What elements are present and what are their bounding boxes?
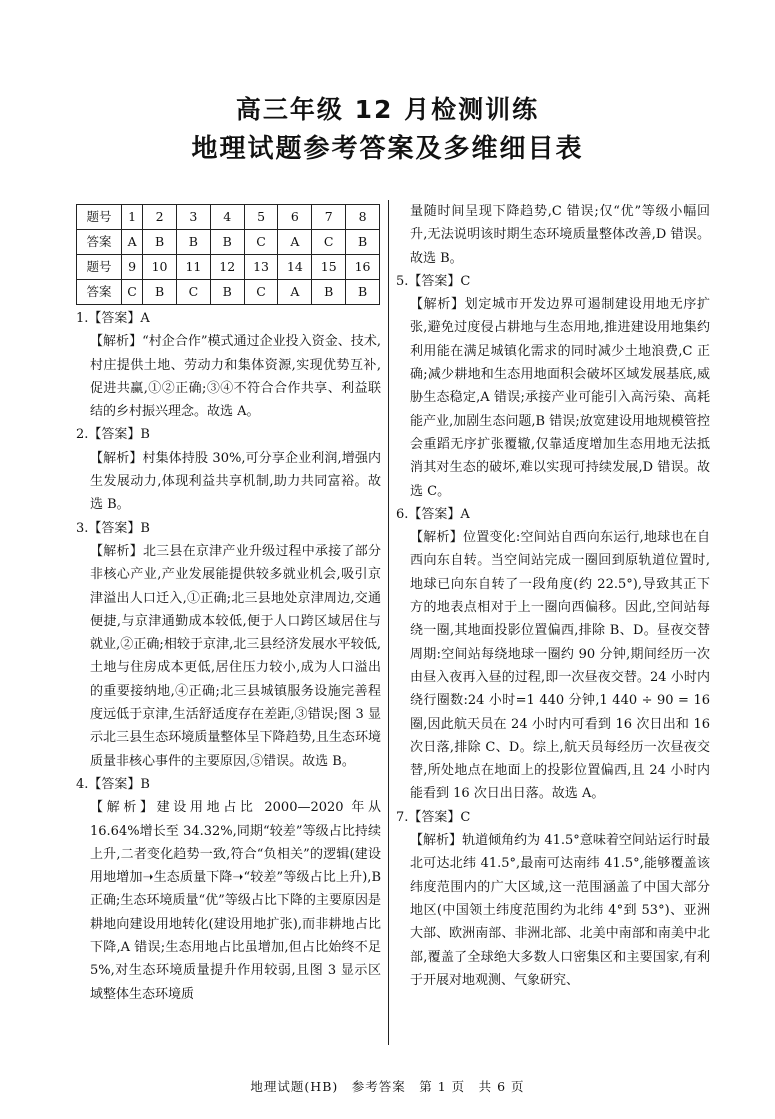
explanation-paragraph: 【解析】村集体持股 30%,可分享企业利润,增强内生发展动力,体现利益共享机制,助力共同富裕。故选 B。 [90,450,381,513]
answer-table-cell: 1 [122,205,143,230]
answer-heading: 1.【答案】A [76,311,150,326]
right-column [396,200,710,992]
answer-table-cell: B [346,230,380,255]
answer-table-row [77,230,380,255]
explanation-paragraph: 【解析】“村企合作”模式通过企业投入资金、技术,村庄提供土地、劳动力和集体资源,实现优势互补,促进共赢,①②正确;③④不符合合作共享、利益联结的乡村振兴理念。故选 A。 [90,334,381,420]
answer-table-cell: 2 [143,205,177,230]
explanation-paragraph: 【解析】划定城市开发边界可遏制建设用地无序扩张,避免过度侵占耕地与生态用地,推进建设用地集约利用能在满足城镇化需求的同时减少土地浪费,C 正确;减少耕地和生态用地面积会破坏区域发展基底,威胁生态稳定,A 错误;承接产业可能引入高污染、高耗能产业,加剧生态问题,B 错误;放宽建设用地规模管控会重蹈无序扩张覆辙,仅靠适度增加生态用地无法抵消其对生态的破坏,难以实现可持续发展,D 错误。故选 C。 [410,297,710,499]
page-footer: 地理试题(HB) 参考答案 第 1 页 共 6 页 [250,1079,525,1094]
answer-table-cell: 4 [210,205,244,230]
answer-table-cell: 3 [176,205,210,230]
explanation-paragraph: 【解析】建设用地占比 2000—2020 年从 16.64%增长至 34.32%,同期“较差”等级占比持续上升,二者变化趋势一致,符合“负相关”的逻辑(建设用地增加➝生态质量下降➝“较差”等级占比上升),B 正确;生态环境质量“优”等级占比下降的主要原因是耕地向建设用地转化(建设用地扩张),而非耕地占比下降,A 错误;生态用地占比虽增加,但占比始终不足 5%,对生态环境质量提升作用较弱,且图 3 显示区域整体生态环境质 [90,800,381,1002]
answer-heading: 2.【答案】B [76,427,150,443]
page-title-line2: 地理试题参考答案及多维细目表 [191,134,584,164]
left-column [76,200,381,1006]
answer-heading: 7.【答案】C [396,809,471,825]
answer-table-cell: B [346,280,380,305]
answer-heading: 5.【答案】C [396,273,471,289]
answer-table-row-label: 题号 [77,255,122,280]
answer-table-cell: 13 [244,255,278,280]
answer-table-row-label: 答案 [77,280,122,305]
answer-table-cell: C [122,280,143,305]
answer-table-cell: B [143,230,177,255]
answer-table-cell: 16 [346,255,380,280]
answer-table-row-label: 答案 [77,230,122,255]
answer-table-cell: 10 [143,255,177,280]
answer-table-cell: 14 [278,255,312,280]
answer-table-row [77,205,380,230]
answer-table-cell: C [244,280,278,305]
answer-table-cell: B [312,280,346,305]
answer-table-cell: 15 [312,255,346,280]
answer-table-cell: A [278,280,312,305]
answer-table-row [77,255,380,280]
answer-table-cell: 11 [176,255,210,280]
page-title-line1: 高三年级 12 月检测训练 [235,95,540,124]
answer-table-cell: 7 [312,205,346,230]
answer-table-row [77,280,380,305]
explanation-paragraph: 量随时间呈现下降趋势,C 错误;仅“优”等级小幅回升,无法说明该时期生态环境质量整体改善,D 错误。故选 B。 [410,204,710,266]
answer-table-row-label: 题号 [77,205,122,230]
answer-table-cell: 5 [244,205,278,230]
answer-table-cell: 6 [278,205,312,230]
answer-table-cell: 9 [122,255,143,280]
answer-table-cell: C [176,280,210,305]
answer-table-cell: B [143,280,177,305]
answer-table-cell: 8 [346,205,380,230]
answer-table-cell: B [176,230,210,255]
answer-table [76,204,380,305]
answer-table-cell: C [244,230,278,255]
answer-heading: 6.【答案】A [396,506,470,522]
answer-table-cell: A [122,230,143,255]
answer-table-cell: C [312,230,346,255]
answer-heading: 3.【答案】B [76,520,150,536]
answer-table-cell: B [210,280,244,305]
answer-table-cell: A [278,230,312,255]
answer-table-cell: B [210,230,244,255]
explanation-paragraph: 【解析】北三县在京津产业升级过程中承接了部分非核心产业,产业发展能提供较多就业机会,吸引京津溢出人口迁入,①正确;北三县地处京津周边,交通便捷,与京津通勤成本较低,便于人口跨区域居住与就业,②正确;相较于京津,北三县经济发展水平较低,土地与住房成本更低,居住压力较小,成为人口溢出的重要接纳地,④正确;北三县城镇服务设施完善程度远低于京津,生活舒适度存在差距,③错误;图 3 显示北三县生态环境质量整体呈下降趋势,且生态环境质量非核心事件的主要原因,⑤错误。故选 B。 [90,543,381,769]
answer-table-cell: 12 [210,255,244,280]
column-divider [388,200,389,1045]
answer-heading: 4.【答案】B [76,776,150,792]
explanation-paragraph: 【解析】位置变化:空间站自西向东运行,地球也在自西向东自转。当空间站完成一圈回到原轨道位置时,地球已向东自转了一段角度(约 22.5°),导致其正下方的地表点相对于上一圈向西偏移。因此,空间站每绕一圈,其地面投影位置偏西,排除 B、D。昼夜交替周期:空间站每绕地球一圈约 90 分钟,期间经历一次由昼入夜再入昼的过程,即一次昼夜交替。24 小时内绕行圈数:24 小时=1 440 分钟,1 440 ÷ 90 = 16 圈,因此航天员在 24 小时内可看到 16 次日出和 16 次日落,排除 C、D。综上,航天员每经历一次昼夜交替,所处地点在地面上的投影位置偏西,且 24 小时内能看到 16 次日出日落。故选 A。 [410,530,710,802]
explanation-paragraph: 【解析】轨道倾角约为 41.5°意味着空间站运行时最北可达北纬 41.5°,最南可达南纬 41.5°,能够覆盖该纬度范围内的广大区域,这一范围涵盖了中国大部分地区(中国领土纬度范围约为北纬 4°到 53°)、亚洲大部、欧洲南部、非洲北部、北美中南部和南美中北部,覆盖了全球绝大多数人口密集区和主要国家,有利于开展对地观测、气象研究、 [410,833,710,988]
